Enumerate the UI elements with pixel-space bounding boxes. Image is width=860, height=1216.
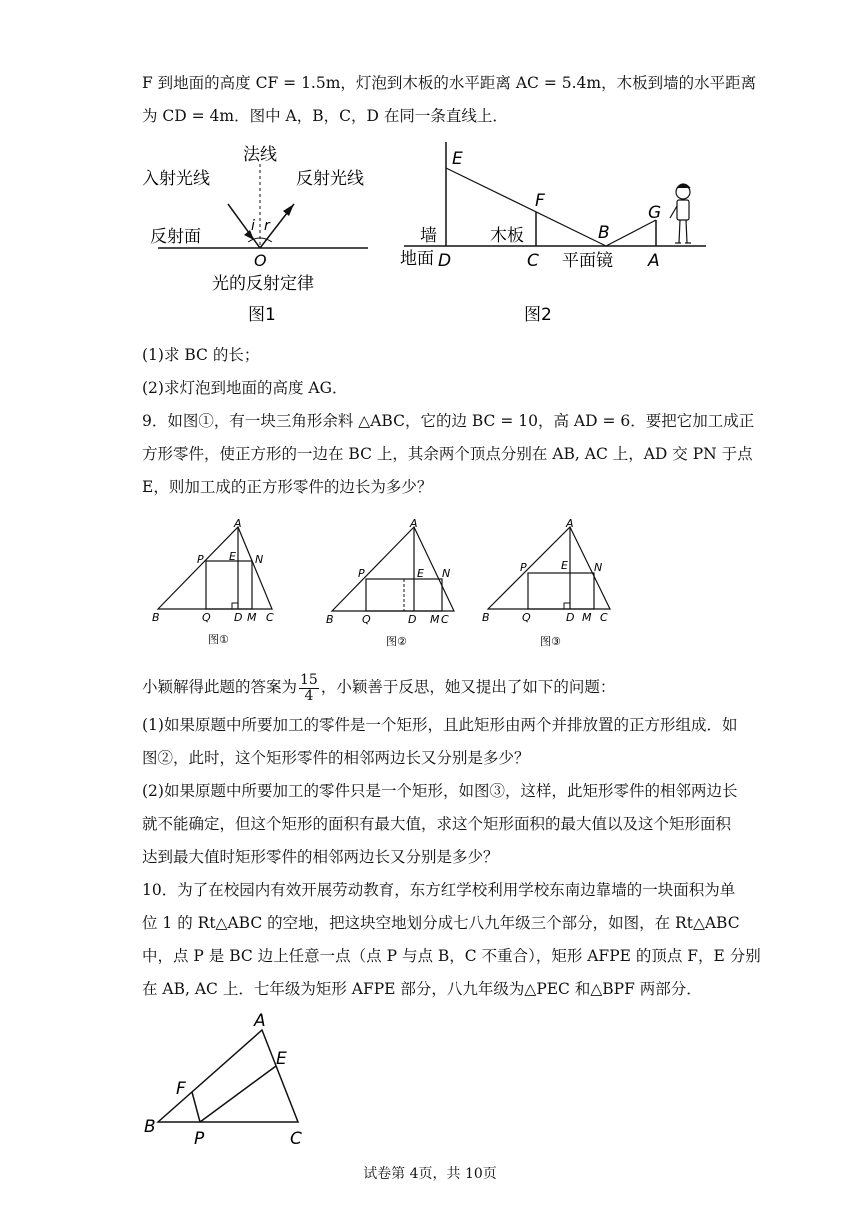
fig2-point-d: D (438, 251, 452, 271)
fig-q9-2-point-q: Q (362, 613, 371, 626)
q9-answer-post: ，小颖善于反思，她又提出了如下的问题： (320, 678, 616, 696)
fig2-point-b: B (598, 223, 610, 243)
q10-text-a: 10．为了在校园内有效开展劳动教育，东方红学校利用学校东南边靠墙的一块面积为单 (142, 881, 736, 899)
q9-answer-denominator: 4 (304, 687, 314, 704)
person-icon (670, 184, 691, 243)
fig-q9-2-point-a: A (410, 517, 418, 530)
fig-q9-2-point-e: E (417, 567, 424, 580)
fig1-incident-label: 入射光线 (142, 169, 210, 189)
fig-q9-3-point-c: C (600, 611, 608, 624)
fig2-point-g: G (648, 203, 662, 223)
fig-q9-1-point-p: P (197, 553, 204, 566)
fig1-point-o: O (254, 251, 267, 270)
fig-q9-2-caption: 图② (386, 635, 407, 648)
fig-q9-3-caption: 图③ (540, 635, 561, 648)
fig-q9-1-point-q: Q (202, 611, 211, 624)
fig-q9-2-point-n: N (442, 567, 451, 580)
fig2-point-e: E (452, 149, 463, 169)
fig1-angle-r: r (264, 218, 270, 234)
q9-text-a: 9．如图①，有一块三角形余料 △ABC，它的边 BC = 10，高 AD = 6．要把它加工成正 (142, 412, 755, 430)
figure-1-reflection-law (140, 138, 380, 328)
q9-part-2-b: 就不能确定，但这个矩形的面积有最大值，求这个矩形面积的最大值以及这个矩形面积 (142, 815, 732, 833)
fig-q9-3-point-p: P (520, 561, 527, 574)
fig-q9-2-point-p: P (358, 567, 365, 580)
fig2-ground-label: 地面 (400, 249, 434, 269)
fig-q10-point-c: C (290, 1129, 302, 1149)
q9-part-2-c: 达到最大值时矩形零件的相邻两边长又分别是多少？ (142, 848, 499, 866)
q9-answer-pre: 小颖解得此题的答案为 (142, 678, 298, 696)
q9-answer-line (142, 670, 615, 704)
q9-text-b: 方形零件，使正方形的一边在 BC 上，其余两个顶点分别在 AB, AC 上，AD 交 PN 于点 (142, 445, 753, 463)
fig-q9-3-point-n: N (594, 561, 603, 574)
fig-q10-point-e: E (276, 1049, 287, 1069)
text-line-1: F 到地面的高度 CF = 1.5m，灯泡到木板的水平距离 AC = 5.4m，木板到墙的水平距离 (142, 74, 757, 92)
fig1-normal-label: 法线 (243, 145, 277, 165)
q9-answer-fraction (299, 673, 319, 704)
fig-q9-3-point-q: Q (522, 611, 531, 624)
q9-part-1-a: (1)如果原题中所要加工的零件是一个矩形，且此矩形由两个并排放置的正方形组成．如 (142, 716, 738, 734)
fig-q9-3-point-b: B (482, 611, 490, 624)
q9-part-2-a: (2)如果原题中所要加工的零件只是一个矩形，如图③，这样，此矩形零件的相邻两边长 (142, 782, 738, 800)
fig-q9-2-point-c: C (441, 613, 449, 626)
fig-q9-1-point-a: A (234, 517, 242, 530)
fig1-surface-label: 反射面 (150, 227, 201, 247)
figure-q9-1 (148, 517, 288, 653)
fig-q9-1-caption: 图① (208, 633, 229, 646)
fig2-mirror-label: 平面镜 (562, 251, 613, 271)
fig-q9-3-point-a: A (566, 517, 574, 530)
q10-text-c: 中，点 P 是 BC 边上任意一点（点 P 与点 B，C 不重合），矩形 AFPE 的顶点 F，E 分别 (142, 947, 761, 965)
fig-q9-2-point-b: B (326, 613, 334, 626)
fig2-point-a: A (648, 251, 660, 271)
fig2-board-label: 木板 (490, 226, 524, 246)
fig-q10-point-p: P (194, 1129, 205, 1149)
fig-q9-1-point-m: M (247, 611, 257, 624)
fig2-caption: 图2 (524, 305, 552, 325)
fig-q9-3-point-e: E (561, 559, 568, 572)
fig-q10-point-b: B (144, 1117, 156, 1137)
fig1-caption: 图1 (248, 305, 276, 325)
fig1-reflected-label: 反射光线 (296, 169, 364, 189)
page-footer: 试卷第 4页，共 10页 (363, 1166, 497, 1182)
q10-text-d: 在 AB, AC 上．七年级为矩形 AFPE 部分，八九年级为△PEC 和△BPF 两部分． (142, 980, 702, 998)
fig-q9-2-point-d: D (408, 613, 417, 626)
q10-text-b: 位 1 的 Rt△ABC 的空地，把这块空地划分成七八九年级三个部分，如图，在 Rt△ABC (142, 914, 740, 932)
q8-part-2: (2)求灯泡到地面的高度 AG． (142, 379, 348, 397)
fig2-wall-label: 墙 (420, 226, 437, 246)
fig2-point-c: C (527, 251, 539, 271)
figure-q10 (140, 1010, 340, 1150)
text-line-2: 为 CD = 4m．图中 A，B，C，D 在同一条直线上． (142, 107, 508, 125)
fig-q9-3-point-m: M (582, 611, 592, 624)
fig-q9-1-point-c: C (266, 611, 274, 624)
fig-q9-1-point-b: B (152, 611, 160, 624)
fig1-law-label: 光的反射定律 (212, 274, 314, 294)
q8-part-1: (1)求 BC 的长； (142, 346, 260, 364)
figure-q9-3 (478, 517, 618, 653)
q9-answer-numerator: 15 (300, 671, 318, 688)
fig2-point-f: F (535, 191, 545, 211)
fig-q9-1-point-n: N (255, 553, 264, 566)
fig-q9-1-point-e: E (229, 550, 236, 563)
q9-text-c: E，则加工成的正方形零件的边长为多少？ (142, 478, 433, 496)
fig-q9-2-point-m: M (430, 613, 440, 626)
fig-q9-3-point-d: D (566, 611, 575, 624)
fig-q10-point-f: F (176, 1079, 186, 1099)
fig1-angle-i: i (251, 218, 255, 234)
figure-2-mirror-setup (396, 138, 716, 328)
fig-q10-point-a: A (254, 1011, 266, 1031)
q9-part-1-b: 图②，此时，这个矩形零件的相邻两边长又分别是多少？ (142, 749, 530, 767)
figure-q9-2 (322, 517, 462, 653)
fig-q9-1-point-d: D (234, 611, 243, 624)
